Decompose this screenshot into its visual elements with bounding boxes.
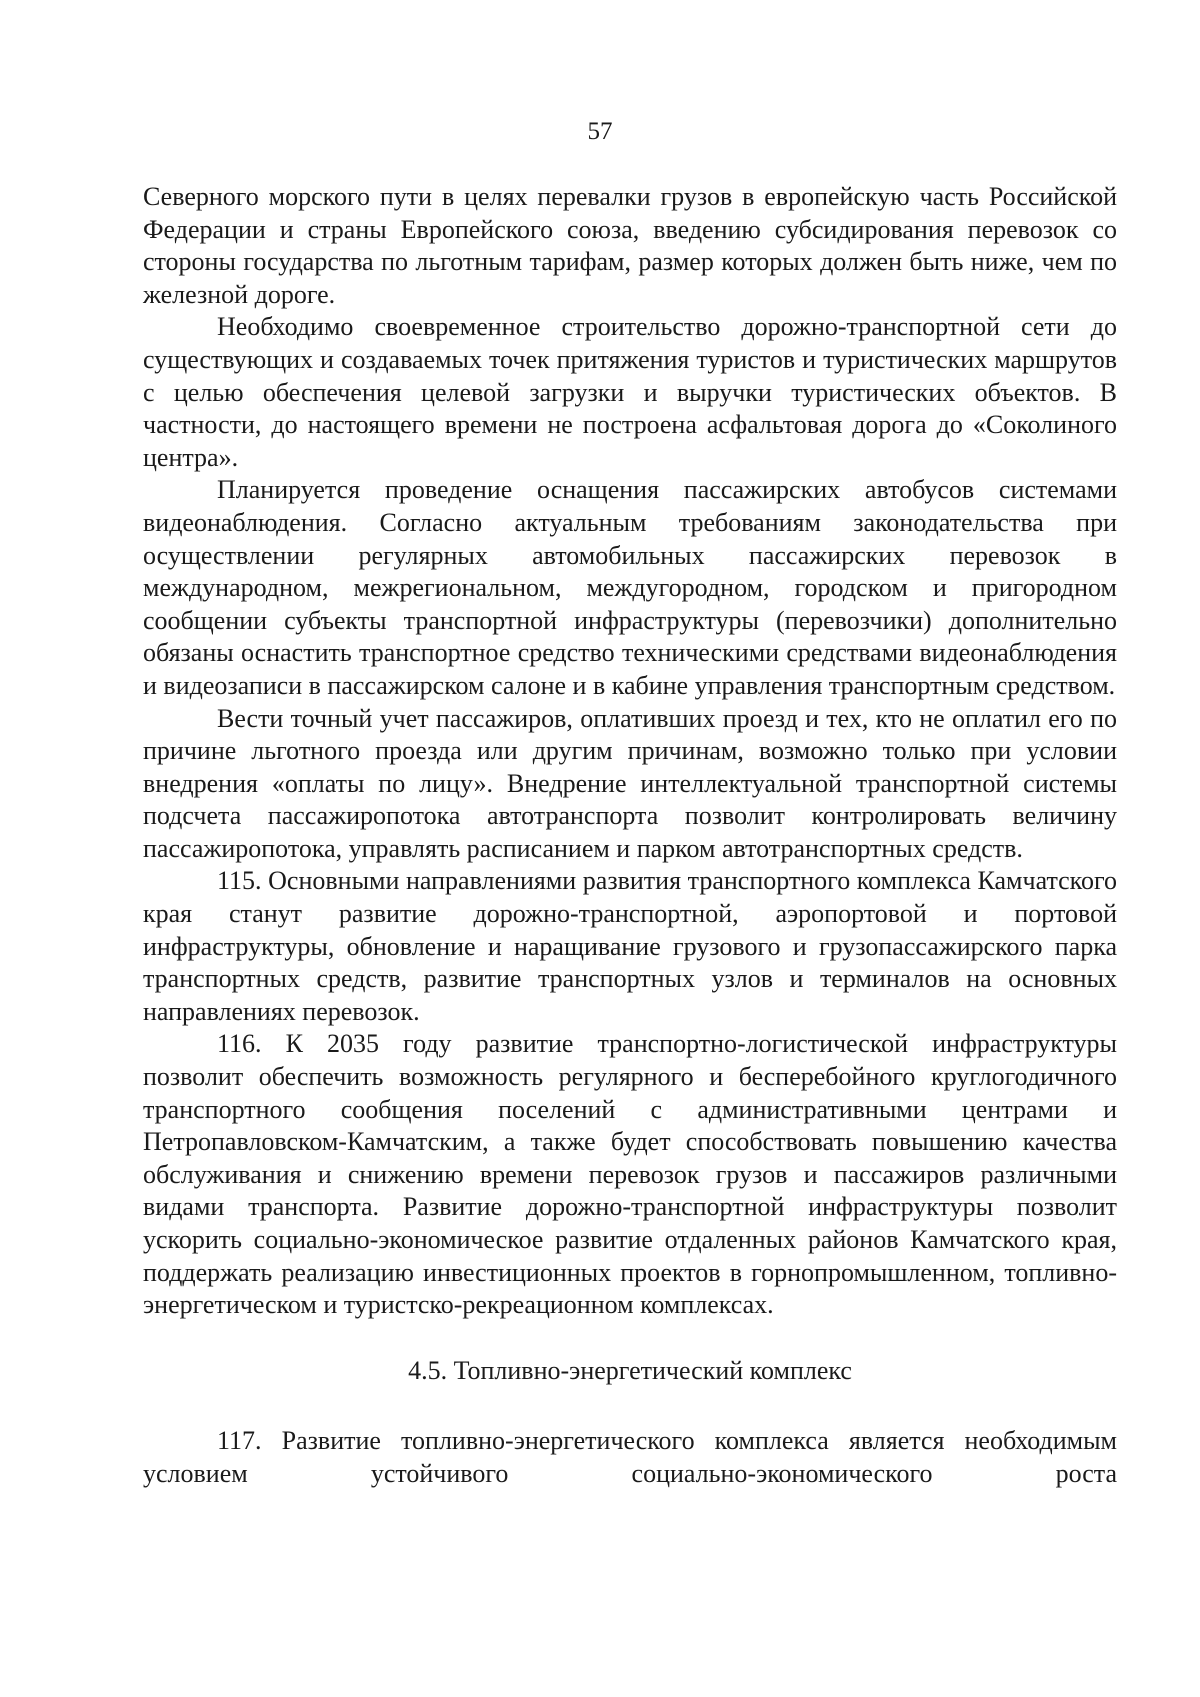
paragraph-video-surveillance: Планируется проведение оснащения пассажирских автобусов системами видеонаблюдения. Согласно актуальным требованиям законодательства при осуществлении регулярных автомобильных пассажирских перевозок в международном, межрегиональном, междугородном, городском и пригородном сообщении субъекты транспортной инфраструктуры (перевозчики) дополнительно обязаны оснастить транспортное средство техническими средствами видеонаблюдения и видеозаписи в пассажирском салоне и в кабине управления транспортным средством. [143,475,1117,700]
paragraph-passenger-count: Вести точный учет пассажиров, оплативших проезд и тех, кто не оплатил его по причине льготного проезда или другим причинам, возможно только при условии внедрения «оплаты по лицу». Внедрение интеллектуальной транспортной системы подсчета пассажиропотока автотранспорта позволит контролировать величину пассажиропотока, управлять расписанием и парком автотранспортных средств. [143,703,1117,863]
paragraph-continuation: Северного морского пути в целях перевалки грузов в европейскую часть Российской Федерации и страны Европейского союза, введению субсидирования перевозок со стороны государства по льготным тарифам, размер которых должен быть ниже, чем по железной дороге. [143,182,1117,309]
paragraph-road-network: Необходимо своевременное строительство дорожно-транспортной сети до существующих и создаваемых точек притяжения туристов и туристических маршрутов с целью обеспечения целевой загрузки и выручки туристических объектов. В частности, до настоящего времени не построена асфальтовая дорога до «Соколиного центра». [143,312,1117,472]
page-number: 57 [587,118,613,145]
document-body [143,181,1117,1491]
paragraph-116: 116. К 2035 году развитие транспортно-логистической инфраструктуры позволит обеспечить возможность регулярного и бесперебойного круглогодичного транспортного сообщения поселений с административными центрами и Петропавловском-Камчатским, а также будет способствовать повышению качества обслуживания и снижению времени перевозок грузов и пассажиров различными видами транспорта. Развитие дорожно-транспортной инфраструктуры позволит ускорить социально-экономическое развитие отдаленных районов Камчатского края, поддержать реализацию инвестиционных проектов в горнопромышленном, топливно-энергетическом и туристско-рекреационном комплексах. [143,1029,1117,1320]
paragraph-115: 115. Основными направлениями развития транспортного комплекса Камчатского края станут развитие дорожно-транспортной, аэропортовой и портовой инфраструктуры, обновление и наращивание грузового и грузопассажирского парка транспортных средств, развитие транспортных узлов и терминалов на основных направлениях перевозок. [143,866,1117,1026]
section-heading: 4.5. Топливно-энергетический комплекс [408,1355,852,1385]
paragraph-117: 117. Развитие топливно-энергетического комплекса является необходимым условием устойчивого социально-экономического роста [143,1426,1117,1488]
